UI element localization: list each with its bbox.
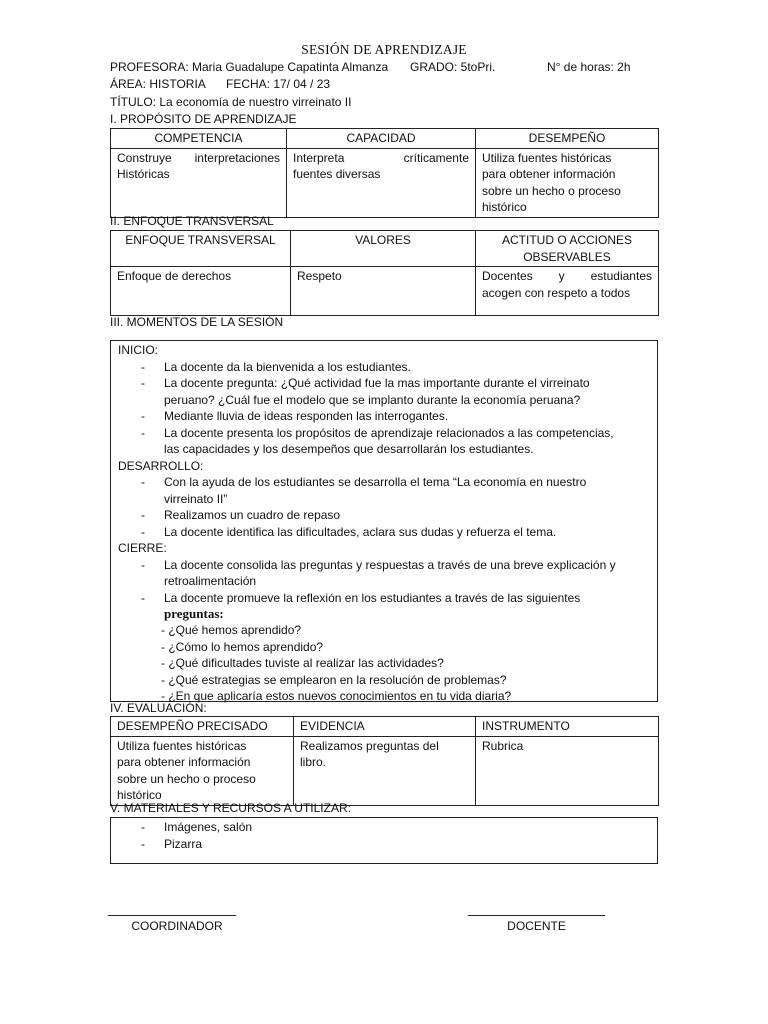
table-cell: Enfoque de derechos [111,267,291,316]
table-row [111,267,659,316]
cell-line: libro. [300,755,327,769]
list-item [111,836,657,853]
column-header: INSTRUMENTO [476,717,659,737]
dash-marker: - [141,425,145,440]
list-item [111,359,657,376]
header-line-2 [110,76,331,92]
table-cell [111,736,294,805]
item-line: La docente da la bienvenida a los estudiantes. [164,359,411,374]
table-header-row [111,231,659,267]
cell-line: Docentes y estudiantes [482,269,652,283]
dash-marker: - [141,359,145,374]
list-item [111,425,657,458]
question-item: - ¿Qué hemos aprendido? [161,623,302,637]
momentos-box [110,340,658,702]
item-line: peruano? ¿Cuál fue el modelo que se implanto durante la economía peruana? [164,392,581,407]
dash-marker: - [141,590,145,605]
question-item: - ¿Qué dificultades tuviste al realizar las actividades? [161,656,444,670]
evaluacion-table [110,716,659,806]
phase-label-inicio: INICIO: [118,343,159,357]
list-item [111,375,657,408]
section-heading-enfoque: II. ENFOQUE TRANSVERSAL [110,214,274,228]
question-item: - ¿En que aplicaría estos nuevos conocimientos en tu vida diaria? [161,689,512,703]
document-title: SESIÓN DE APRENDIZAJE [301,42,467,57]
preguntas-label: preguntas: [164,606,224,621]
table-cell [287,148,476,217]
item-line: La docente presenta los propósitos de aprendizaje relacionados a las competencias, [164,425,614,440]
cell-line: para obtener información [482,167,616,181]
dash-marker: - [141,836,145,851]
list-item [111,408,657,425]
table-row [111,148,659,217]
cell-line: sobre un hecho o proceso [482,183,621,198]
item-line: La docente promueve la reflexión en los estudiantes a través de las siguientes [164,590,581,605]
item-line: La docente identifica las dificultades, aclara sus dudas y refuerza el tema. [164,524,557,539]
section-heading-evaluacion: IV. EVALUACIÓN: [110,701,207,715]
list-item [111,557,657,590]
cell-line: Interpreta críticamente [293,150,469,165]
cell-line: Realizamos preguntas del [300,738,439,753]
question-item: - ¿Qué estrategias se emplearon en la resolución de problemas? [161,672,507,687]
horas-field: N° de horas: 2h [547,60,631,74]
cell-line: sobre un hecho o proceso [117,771,256,786]
header-line-1 [110,59,631,75]
item-line: retroalimentación [164,574,257,588]
column-header: VALORES [291,231,476,267]
titulo-field: TÍTULO: La economía de nuestro virreinato II [110,95,352,109]
table-cell [476,267,659,316]
signature-label-coordinador: COORDINADOR [131,919,223,933]
item-line: Realizamos un cuadro de repaso [164,508,341,522]
signature-label-docente: DOCENTE [507,919,566,933]
dash-marker: - [141,376,145,390]
table-row [111,736,659,805]
cell-line: acogen con respeto a todos [482,285,631,300]
list-item [111,819,657,836]
column-header: DESEMPEÑO [476,129,659,149]
cell-line: histórico [482,200,527,214]
dash-marker: - [141,409,145,423]
column-header [476,231,659,267]
list-item [111,524,657,541]
section-heading-proposito: I. PROPÓSITO DE APRENDIZAJE [110,112,297,126]
profesora-field: PROFESORA: Maria Guadalupe Capatinta Almanza [110,60,389,74]
item-line: La docente consolida las preguntas y respuestas a través de una breve explicación y [164,557,616,572]
grado-field: GRADO: 5toPri. [410,60,496,74]
signature-line-docente [468,915,605,916]
column-header-line: ACTITUD O ACCIONES [501,233,632,247]
item-line: Con la ayuda de los estudiantes se desarrolla el tema “La economía en nuestro [164,475,587,489]
area-field: ÁREA: HISTORIA [110,77,206,91]
table-cell [294,736,476,805]
dash-marker: - [141,557,145,572]
column-header: ENFOQUE TRANSVERSAL [111,231,291,267]
section-heading-materiales: V. MATERIALES Y RECURSOS A UTILIZAR: [110,801,351,815]
item-line: virreinato II” [164,491,228,506]
dash-marker: - [141,475,145,489]
table-header-row [111,717,659,737]
table-cell [476,148,659,217]
column-header: DESEMPEÑO PRECISADO [111,717,294,737]
column-header: EVIDENCIA [294,717,476,737]
cell-line: Utiliza fuentes históricas [482,150,612,165]
table-cell [111,148,287,217]
dash-marker: - [141,524,145,539]
cell-line: Construye interpretaciones [117,150,280,165]
column-header: CAPACIDAD [287,129,476,149]
item-line: Mediante lluvia de ideas responden las interrogantes. [164,409,449,423]
signature-line-coordinador [108,915,236,916]
item-line: La docente pregunta: ¿Qué actividad fue la mas importante durante el virreinato [164,376,590,390]
cell-line: histórico [117,788,162,802]
table-header-row [111,129,659,149]
dash-marker: - [141,508,145,522]
cell-line: Utiliza fuentes históricas [117,738,247,753]
phase-label-desarrollo: DESARROLLO: [118,458,204,473]
enfoque-table [110,230,659,316]
cell-line: fuentes diversas [293,167,381,181]
proposito-table [110,128,659,218]
cell-line: Históricas [117,167,170,181]
table-cell: Respeto [291,267,476,316]
fecha-field: FECHA: 17/ 04 / 23 [226,77,331,91]
column-header: COMPETENCIA [111,129,287,149]
item-line: las capacidades y los desempeños que desarrollarán los estudiantes. [164,442,534,456]
column-header-line: OBSERVABLES [523,249,611,264]
item-line: Pizarra [164,836,203,851]
list-item [111,507,657,524]
cell-line: para obtener información [117,755,251,769]
phase-label-cierre: CIERRE: [118,541,167,555]
table-cell [476,736,659,805]
section-heading-momentos: III. MOMENTOS DE LA SESIÓN [110,315,284,329]
cell-line: Rubrica [482,738,524,753]
question-item: - ¿Cómo lo hemos aprendido? [161,639,324,654]
materiales-box [110,817,658,864]
list-item [111,590,657,607]
list-item [111,474,657,507]
item-line: Imágenes, salón [164,820,253,834]
dash-marker: - [141,820,145,834]
